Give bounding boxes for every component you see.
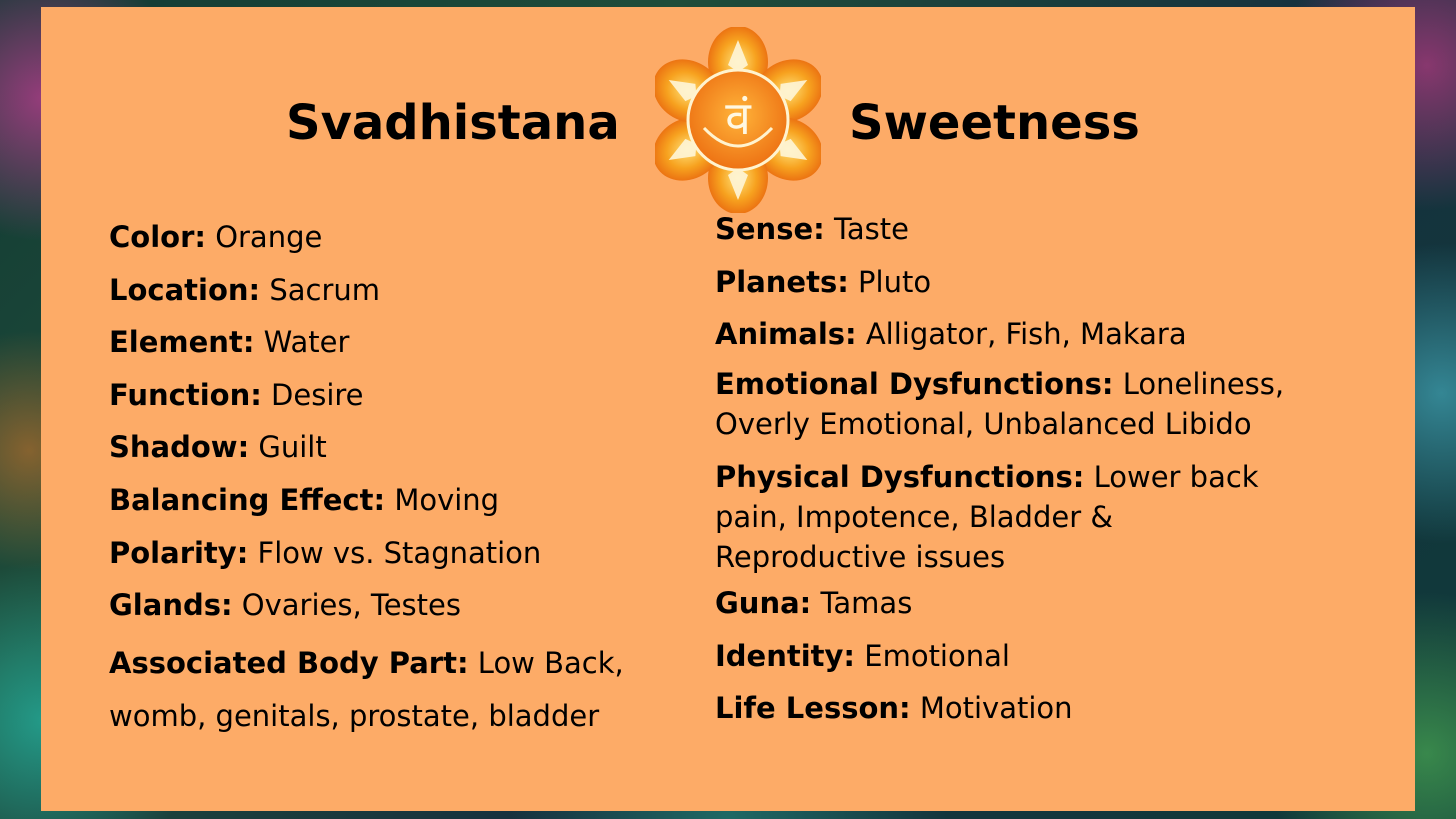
- attribute-guna: Guna: Tamas: [715, 586, 913, 620]
- attribute-emotional-dysfunctions: Emotional Dysfunctions: Loneliness, Overly Emotional, Unbalanced Libido: [715, 367, 1285, 441]
- attribute-polarity: Polarity: Flow vs. Stagnation: [109, 536, 542, 570]
- attribute-location: Location: Sacrum: [109, 273, 381, 307]
- attribute-planets: Planets: Pluto: [715, 265, 932, 299]
- attribute-identity: Identity: Emotional: [715, 639, 1010, 673]
- attribute-associated-body-part: Associated Body Part: Low Back, womb, genitals, prostate, bladder: [109, 646, 624, 733]
- attribute-animals: Animals: Alligator, Fish, Makara: [715, 317, 1187, 351]
- attribute-physical-dysfunctions: Physical Dysfunctions: Lower back pain, Impotence, Bladder & Reproductive issues: [715, 460, 1259, 574]
- attribute-sense: Sense: Taste: [715, 212, 909, 246]
- attribute-color: Color: Orange: [109, 220, 323, 254]
- attribute-element: Element: Water: [109, 325, 350, 359]
- attribute-balancing-effect: Balancing Effect: Moving: [109, 483, 500, 517]
- attribute-shadow: Shadow: Guilt: [109, 430, 327, 464]
- attribute-life-lesson: Life Lesson: Motivation: [715, 691, 1073, 725]
- info-card: [41, 7, 1415, 811]
- attribute-function: Function: Desire: [109, 378, 364, 412]
- sacral-chakra-lotus-icon: [655, 27, 821, 213]
- vam-seed-syllable: वं: [725, 91, 751, 145]
- chakra-theme-title: Sweetness: [849, 95, 1140, 151]
- chakra-name-title: Svadhistana: [286, 95, 620, 151]
- attribute-glands: Glands: Ovaries, Testes: [109, 588, 461, 622]
